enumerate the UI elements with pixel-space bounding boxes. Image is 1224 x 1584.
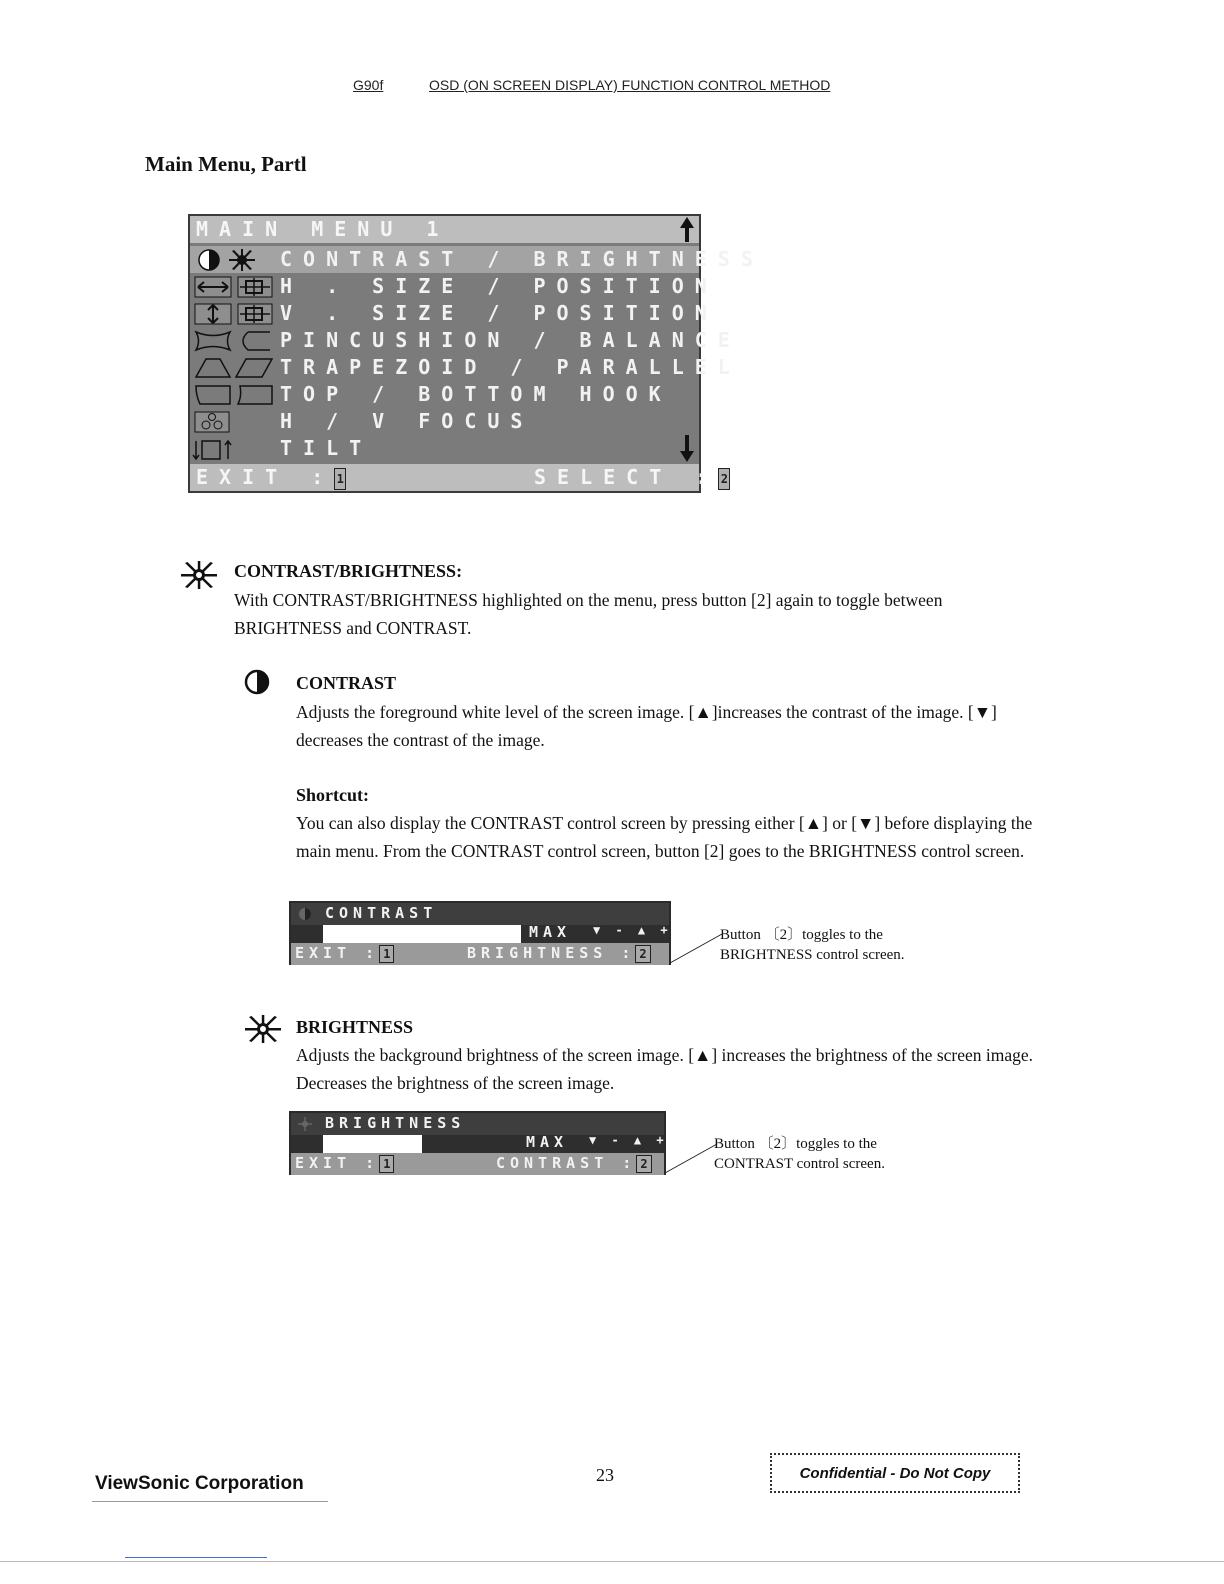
contrast-osd-next[interactable]	[467, 944, 651, 963]
exit-button-number: 1	[334, 468, 346, 490]
contrast-keys: ▼ - ▲ +	[593, 923, 672, 937]
brightness-osd	[289, 1111, 666, 1175]
exit-label: EXIT :	[295, 1154, 380, 1172]
brightness-note-line2: CONTRAST control screen.	[714, 1156, 885, 1172]
contrast-level-bar[interactable]	[291, 923, 672, 943]
contrast-osd-exit[interactable]	[295, 944, 394, 963]
blue-rule	[125, 1557, 267, 1558]
menu-item-contrast-brightness[interactable]	[190, 246, 764, 273]
brightness-small-icon	[297, 1116, 313, 1132]
brightness-osd-next[interactable]	[496, 1154, 652, 1173]
top-bottom-hook-icon	[194, 384, 274, 406]
menu-item-v-size-position[interactable]	[190, 300, 718, 327]
contrast-osd-title: CONTRAST	[325, 904, 438, 922]
menu-item-h-size-position[interactable]	[190, 273, 718, 300]
confidential-stamp: Confidential - Do Not Copy	[770, 1453, 1020, 1493]
footer-underline	[92, 1501, 328, 1502]
menu-item-label: H / V FOCUS	[280, 409, 534, 433]
brightness-heading: BRIGHTNESS	[296, 1017, 414, 1037]
menu-item-hv-focus[interactable]	[190, 408, 699, 435]
contrast-osd	[289, 901, 671, 965]
brightness-label: BRIGHTNESS :	[467, 944, 636, 962]
contrast-callout-line	[668, 930, 724, 966]
shortcut-heading: Shortcut:	[296, 785, 369, 805]
select-label: SELECT :	[534, 465, 719, 489]
menu-item-tilt[interactable]	[190, 435, 699, 462]
contrast-note-line2: BRIGHTNESS control screen.	[720, 947, 905, 963]
brightness-level-fill	[323, 1135, 422, 1153]
menu-item-label: CONTRAST / BRIGHTNESS	[280, 247, 764, 271]
menu-item-top-bottom-hook[interactable]	[190, 381, 699, 408]
brightness-osd-exit[interactable]	[295, 1154, 394, 1173]
exit-button-number: 1	[379, 1155, 394, 1173]
brightness-sun-icon	[243, 1015, 283, 1043]
tilt-icon	[192, 437, 242, 461]
brightness-osd-title-row	[291, 1113, 664, 1135]
cb-text: With CONTRAST/BRIGHTNESS highlighted on the menu, press button [2] again to toggle between BRIGHTNESS and CONTRAST.	[234, 590, 943, 638]
contrast-heading: CONTRAST	[296, 673, 397, 693]
contrast-osd-footer	[291, 943, 669, 965]
focus-icon	[194, 411, 234, 433]
next-button-number: 2	[636, 1155, 651, 1173]
menu-item-label: H . SIZE / POSITION	[280, 274, 718, 298]
main-menu-osd	[188, 214, 764, 493]
footer-company: ViewSonic Corporation	[95, 1473, 304, 1494]
menu-item-label: TOP / BOTTOM HOOK	[280, 382, 672, 406]
brightness-max-label: MAX	[526, 1133, 569, 1151]
bottom-rule	[0, 1561, 1224, 1562]
osd-title: MAIN MENU 1	[196, 217, 450, 241]
brightness-osd-footer	[291, 1153, 664, 1175]
osd-select[interactable]	[534, 464, 730, 491]
v-size-position-icon	[194, 303, 274, 325]
trapezoid-parallel-icon	[194, 357, 274, 379]
h-size-position-icon	[194, 276, 274, 298]
menu-item-label: TILT	[280, 436, 373, 460]
header-title: OSD (ON SCREEN DISPLAY) FUNCTION CONTROL METHOD	[429, 77, 831, 93]
menu-item-label: V . SIZE / POSITION	[280, 301, 718, 325]
header-model: G90f	[353, 77, 384, 93]
osd-exit[interactable]	[196, 464, 346, 491]
contrast-osd-title-row	[291, 903, 669, 925]
contrast-max-label: MAX	[529, 923, 572, 941]
exit-button-number: 1	[379, 945, 394, 963]
menu-item-label: PINCUSHION / BALANCE	[280, 328, 741, 352]
menu-item-trapezoid-parallel[interactable]	[190, 354, 741, 381]
osd-footer-row	[190, 464, 728, 491]
section-title: Main Menu, Partl	[145, 152, 307, 176]
brightness-callout-line	[663, 1140, 719, 1176]
contrast-text: Adjusts the foreground white level of the screen image. [▲]increases the contrast of the image. [▼] decreases the contrast of the image.	[296, 702, 997, 750]
brightness-note-line1: Button 〔2〕toggles to the	[714, 1136, 877, 1152]
contrast-brightness-icon	[194, 249, 264, 271]
contrast-half-circle-icon	[243, 668, 271, 696]
brightness-sun-icon	[179, 561, 219, 589]
exit-label: EXIT :	[196, 465, 335, 489]
arrow-up-icon	[679, 217, 695, 242]
contrast-note-line1: Button 〔2〕toggles to the	[720, 927, 883, 943]
contrast-small-icon	[297, 906, 313, 922]
cb-heading: CONTRAST/BRIGHTNESS:	[234, 561, 463, 581]
brightness-osd-title: BRIGHTNESS	[325, 1114, 466, 1132]
brightness-keys: ▼ - ▲ +	[589, 1133, 668, 1147]
next-button-number: 2	[635, 945, 650, 963]
menu-item-pincushion-balance[interactable]	[190, 327, 741, 354]
arrow-down-icon	[679, 435, 695, 462]
osd-title-row	[190, 216, 699, 243]
menu-item-label: TRAPEZOID / PARALLEL	[280, 355, 741, 379]
brightness-level-bar[interactable]	[291, 1133, 668, 1153]
brightness-text: Adjusts the background brightness of the screen image. [▲] increases the brightness of the screen image. Decreases the brightness of the screen image.	[296, 1045, 1034, 1093]
select-button-number: 2	[718, 468, 730, 490]
page-number: 23	[596, 1465, 614, 1485]
shortcut-text: You can also display the CONTRAST control screen by pressing either [▲] or [▼] before displaying the main menu. From the CONTRAST control screen, button [2] goes to the BRIGHTNESS control screen.	[296, 813, 1033, 861]
contrast-level-fill	[323, 925, 521, 943]
contrast-label: CONTRAST :	[496, 1154, 637, 1172]
exit-label: EXIT :	[295, 944, 380, 962]
pincushion-balance-icon	[194, 330, 274, 352]
